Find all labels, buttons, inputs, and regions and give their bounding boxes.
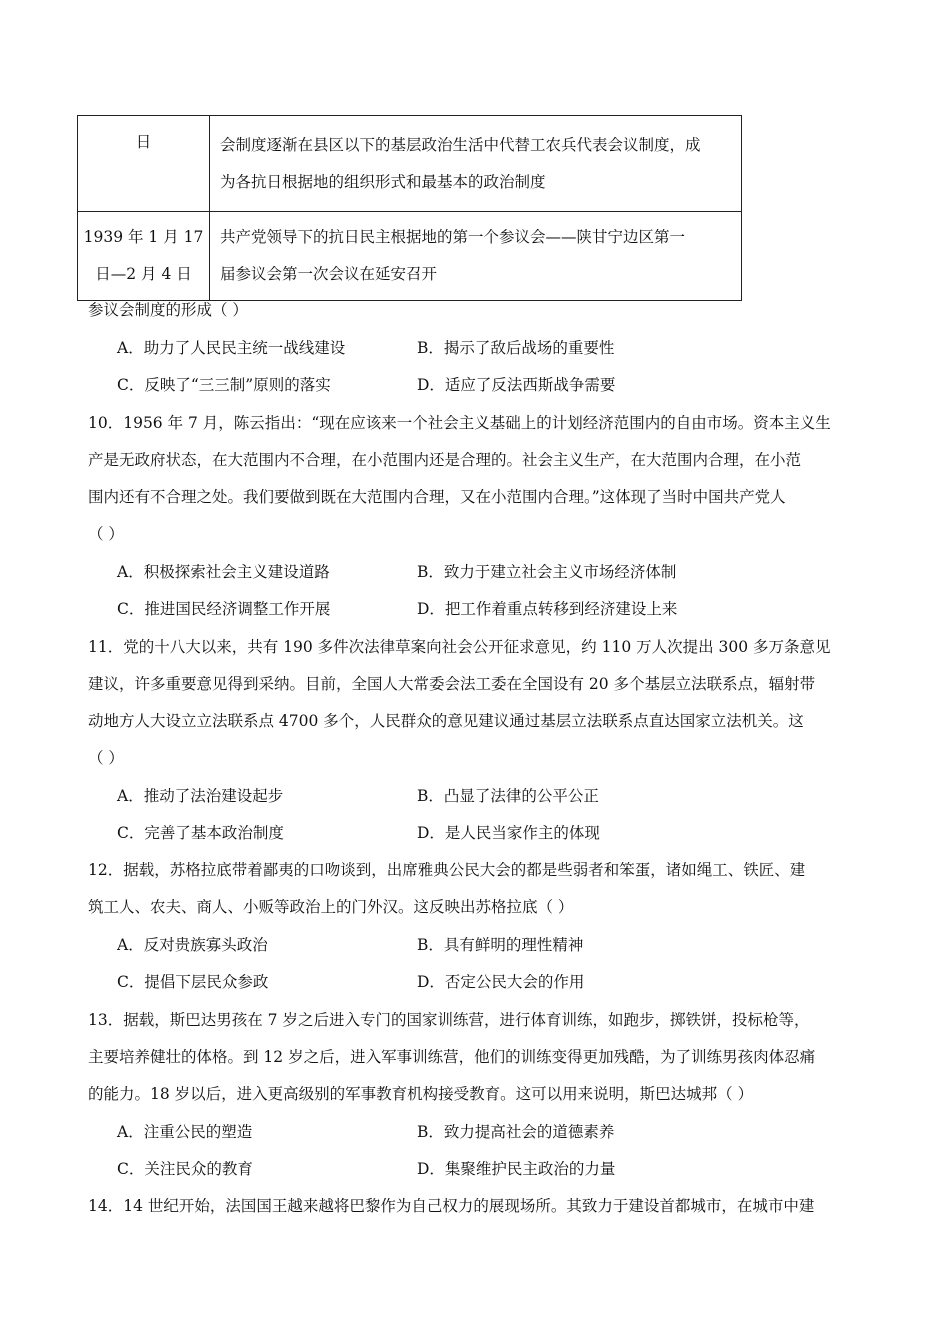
- q11-stem-line: （ ）: [88, 749, 124, 767]
- date-line: 日—2 月 4 日: [95, 265, 192, 283]
- q11-option-d[interactable]: D．是人民当家作主的体现: [417, 824, 600, 842]
- q11-stem-line: 建议，许多重要意见得到采纳。目前，全国人大常委会法工委在全国设有 20 多个基层立法联系点，辐射带: [88, 675, 816, 693]
- q10-stem-line: 10．1956 年 7 月，陈云指出：“现在应该来一个社会主义基础上的计划经济范围内的自由市场。资本主义生: [88, 414, 831, 432]
- date-line: 1939 年 1 月 17: [83, 228, 204, 246]
- q11-stem-line: 动地方人大设立立法联系点 4700 多个，人民群众的意见建议通过基层立法联系点直达国家立法机关。这: [88, 712, 804, 730]
- q12-stem-line: 12．据载，苏格拉底带着鄙夷的口吻谈到，出席雅典公民大会的都是些弱者和笨蛋，诸如绳工、铁匠、建: [88, 861, 806, 879]
- q9-option-b[interactable]: B．揭示了敌后战场的重要性: [417, 339, 615, 357]
- q9-stem: 参议会制度的形成（ ）: [88, 301, 248, 319]
- table-row: [78, 212, 742, 301]
- q10-option-a[interactable]: A．积极探索社会主义建设道路: [117, 563, 330, 581]
- event-line: 共产党领导下的抗日民主根据地的第一个参议会——陕甘宁边区第一: [220, 228, 686, 246]
- q13-stem-line: 的能力。18 岁以后，进入更高级别的军事教育机构接受教育。这可以用来说明，斯巴达城邦（ ）: [88, 1085, 754, 1103]
- q10-option-c[interactable]: C．推进国民经济调整工作开展: [117, 600, 331, 618]
- q10-option-b[interactable]: B．致力于建立社会主义市场经济体制: [417, 563, 677, 581]
- event-line: 届参议会第一次会议在延安召开: [220, 265, 438, 283]
- q9-option-a[interactable]: A．助力了人民民主统一战线建设: [117, 339, 346, 357]
- q10-option-d[interactable]: D．把工作着重点转移到经济建设上来: [417, 600, 678, 618]
- q9-option-c[interactable]: C．反映了“三三制”原则的落实: [117, 376, 331, 394]
- event-line: 为各抗日根据地的组织形式和最基本的政治制度: [220, 172, 546, 191]
- q13-option-c[interactable]: C．关注民众的教育: [117, 1160, 253, 1178]
- table-row: [78, 116, 742, 212]
- q12-option-d[interactable]: D．否定公民大会的作用: [417, 973, 585, 991]
- q13-stem-line: 13．据载，斯巴达男孩在 7 岁之后进入专门的国家训练营，进行体育训练，如跑步，掷铁饼，投标枪等，: [88, 1011, 810, 1029]
- table-event-cell: [210, 116, 742, 212]
- q12-option-a[interactable]: A．反对贵族寡头政治: [117, 936, 268, 954]
- table-date-cell: [78, 116, 210, 212]
- q13-stem-line: 主要培养健壮的体格。到 12 岁之后，进入军事训练营，他们的训练变得更加残酷，为了训练男孩肉体忍痛: [88, 1048, 816, 1066]
- q11-option-a[interactable]: A．推动了法治建设起步: [117, 787, 284, 805]
- q11-option-b[interactable]: B．凸显了法律的公平公正: [417, 787, 599, 805]
- q12-option-c[interactable]: C．提倡下层民众参政: [117, 973, 269, 991]
- history-table: [77, 115, 742, 301]
- q12-stem-line: 筑工人、农夫、商人、小贩等政治上的门外汉。这反映出苏格拉底（ ）: [88, 898, 574, 916]
- q13-option-d[interactable]: D．集聚维护民主政治的力量: [417, 1160, 616, 1178]
- table-date-cell: [78, 212, 210, 301]
- q10-stem-line: 产是无政府状态，在大范围内不合理，在小范围内还是合理的。社会主义生产，在大范围内合理，在小范: [88, 451, 802, 469]
- q10-stem-line: 围内还有不合理之处。我们要做到既在大范围内合理，又在小范围内合理。”这体现了当时中国共产党人: [88, 488, 786, 506]
- q9-option-d[interactable]: D．适应了反法西斯战争需要: [417, 376, 616, 394]
- q13-option-a[interactable]: A．注重公民的塑造: [117, 1123, 253, 1141]
- q11-stem-line: 11．党的十八大以来，共有 190 多件次法律草案向社会公开征求意见，约 110 万人次提出 300 多万条意见: [88, 638, 831, 656]
- date-text: 日: [135, 133, 152, 151]
- q13-option-b[interactable]: B．致力提高社会的道德素养: [417, 1123, 615, 1141]
- event-line: 会制度逐渐在县区以下的基层政治生活中代替工农兵代表会议制度，成: [220, 135, 701, 154]
- table-event-cell: [210, 212, 742, 301]
- q14-stem-line: 14．14 世纪开始，法国国王越来越将巴黎作为自己权力的展现场所。其致力于建设首都城市，在城市中建: [88, 1197, 815, 1215]
- q10-stem-line: （ ）: [88, 525, 124, 543]
- q11-option-c[interactable]: C．完善了基本政治制度: [117, 824, 284, 842]
- q12-option-b[interactable]: B．具有鲜明的理性精神: [417, 936, 584, 954]
